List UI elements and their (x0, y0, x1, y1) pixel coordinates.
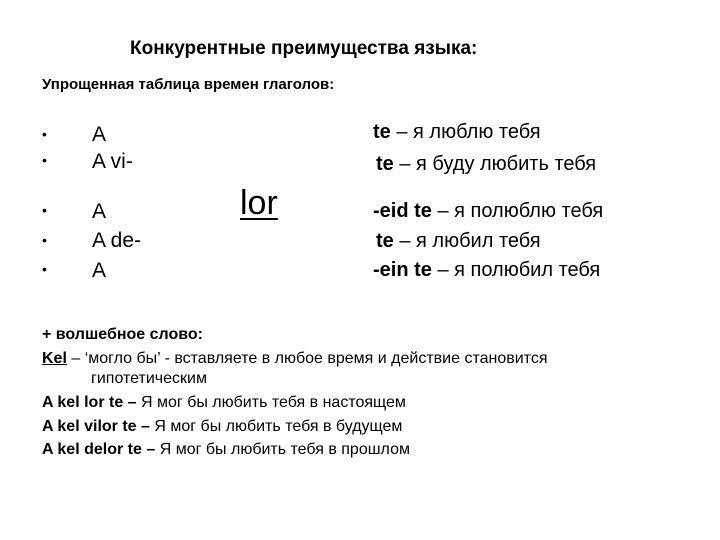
kel-explanation: – ‘могло бы’ - вставляете в любое время и действие становится (66, 350, 548, 367)
example-phrase: A kel vilor te (42, 418, 137, 435)
tense-meaning: я любил тебя (416, 230, 541, 252)
verb-root: lor (240, 184, 278, 222)
bullet: • (42, 152, 47, 168)
tense-meaning: я люблю тебя (413, 121, 541, 143)
bullet: • (42, 261, 47, 277)
bullet: • (42, 232, 47, 248)
tense-suffix: te (373, 121, 391, 143)
tense-suffix: -eid te (373, 200, 432, 222)
dash: – (431, 259, 455, 281)
tense-suffix: te (376, 230, 394, 252)
dash: – (390, 121, 414, 143)
example-row (42, 418, 402, 436)
tense-form-row (376, 230, 541, 253)
example-meaning: Я мог бы любить тебя в настоящем (141, 394, 406, 411)
tense-suffix: te (376, 153, 394, 175)
tense-meaning: я полюбил тебя (454, 259, 601, 281)
magic-heading (42, 326, 203, 344)
example-phrase: A kel delor te (42, 441, 142, 458)
verb-prefix: A (92, 123, 107, 146)
tense-form-row (376, 153, 596, 176)
verb-prefix: A (92, 200, 107, 223)
example-row (42, 441, 410, 459)
kel-definition-cont: гипотетическим (91, 370, 207, 387)
verb-prefix: A (92, 259, 107, 282)
verb-prefix: A vi- (92, 150, 133, 173)
slide-title: Конкурентные преимущества языка: (130, 38, 478, 59)
verb-prefix: A de- (92, 229, 142, 252)
bullet: • (42, 202, 47, 218)
kel-definition (42, 350, 547, 368)
tense-suffix: -ein te (373, 259, 432, 281)
dash: – (123, 394, 142, 411)
dash: – (431, 200, 455, 222)
example-meaning: Я мог бы любить тебя в будущем (154, 418, 403, 435)
example-meaning: Я мог бы любить тебя в прошлом (159, 441, 410, 458)
slide-subtitle: Упрощенная таблица времен глаголов: (42, 76, 335, 93)
tense-form-row (373, 121, 541, 144)
dash: – (393, 230, 417, 252)
dash: – (393, 153, 417, 175)
dash: – (141, 441, 160, 458)
bullet: • (42, 126, 47, 142)
tense-meaning: я полюблю тебя (454, 200, 604, 222)
tense-form-row (373, 259, 600, 282)
magic-heading-text: + волшебное слово: (42, 326, 203, 343)
example-row (42, 394, 406, 412)
kel-word: Kel (42, 350, 67, 367)
tense-meaning: я буду любить тебя (416, 153, 597, 175)
example-phrase: A kel lor te (42, 394, 124, 411)
dash: – (136, 418, 155, 435)
tense-form-row (373, 200, 603, 223)
